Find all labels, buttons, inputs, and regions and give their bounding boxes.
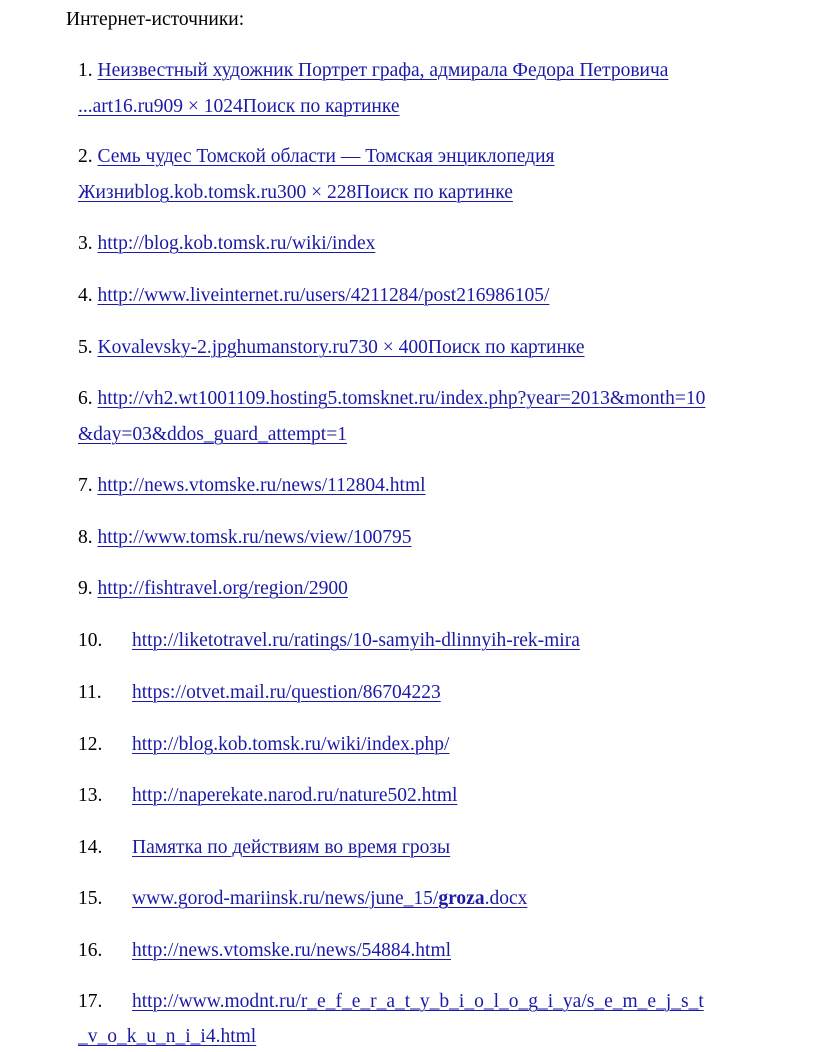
source-link[interactable]: http://fishtravel.org/region/2900 — [97, 578, 348, 599]
item-number: 1. — [78, 60, 93, 81]
list-item — [78, 630, 580, 652]
item-number: 17. — [78, 991, 103, 1012]
item-number: 3. — [78, 233, 93, 254]
source-link[interactable]: http://www.modnt.ru/r_e_f_e_r_a_t_y_b_i_o_l_o_g_i_ya/s_e_m_e_j_s_t — [132, 991, 704, 1012]
item-number: 11. — [78, 682, 102, 703]
item-number: 14. — [78, 837, 103, 858]
link-text-bold: groza — [438, 888, 485, 909]
list-item — [78, 475, 426, 497]
source-link[interactable]: http://www.liveinternet.ru/users/4211284/post216986105/ — [97, 285, 550, 306]
list-item — [78, 940, 451, 962]
item-number: 16. — [78, 940, 103, 961]
list-item — [78, 337, 585, 359]
source-link[interactable]: http://naperekate.narod.ru/nature502.html — [132, 785, 458, 806]
list-item-continuation — [78, 96, 400, 118]
source-link[interactable] — [132, 888, 527, 909]
source-link[interactable]: Неизвестный художник Портрет графа, адмирала Федора Петровича — [97, 60, 669, 81]
source-link[interactable]: http://www.tomsk.ru/news/view/100795 — [97, 527, 412, 548]
list-item — [78, 734, 449, 756]
item-number: 15. — [78, 888, 103, 909]
source-link[interactable]: Kovalevsky-2.jpghumanstory.ru730 × 400Поиск по картинке — [97, 337, 585, 358]
list-item — [78, 578, 348, 600]
link-text-start: www.gorod-mariinsk.ru/news/june_15/ — [132, 888, 439, 909]
source-link-continuation[interactable]: &day=03&ddos_guard_attempt=1 — [78, 424, 347, 445]
list-item — [78, 527, 411, 549]
list-item — [78, 991, 704, 1013]
source-link-continuation[interactable]: _v_o_k_u_n_i_i4.html — [78, 1026, 257, 1047]
list-item — [78, 785, 457, 807]
source-link[interactable]: Семь чудес Томской области — Томская энциклопедия — [97, 146, 555, 167]
source-link[interactable]: http://news.vtomske.ru/news/112804.html — [97, 475, 426, 496]
list-item-continuation — [78, 1026, 256, 1048]
source-link[interactable]: http://blog.kob.tomsk.ru/wiki/index — [97, 233, 376, 254]
source-link[interactable]: http://liketotravel.ru/ratings/10-samyih-dlinnyih-rek-mira — [132, 630, 580, 651]
item-number: 6. — [78, 388, 93, 409]
source-link-continuation[interactable]: ...art16.ru909 × 1024Поиск по картинке — [78, 96, 400, 117]
item-number: 13. — [78, 785, 103, 806]
source-link[interactable]: http://blog.kob.tomsk.ru/wiki/index.php/ — [132, 734, 450, 755]
list-item — [78, 60, 668, 82]
list-item — [78, 388, 705, 410]
list-item — [78, 233, 375, 255]
list-item — [78, 146, 555, 168]
item-number: 2. — [78, 146, 93, 167]
link-text-end: .docx — [484, 888, 528, 909]
list-item — [78, 285, 549, 307]
source-link[interactable]: http://news.vtomske.ru/news/54884.html — [132, 940, 452, 961]
item-number: 7. — [78, 475, 93, 496]
item-number: 10. — [78, 630, 103, 651]
list-item-continuation — [78, 424, 347, 446]
page-heading: Интернет-источники: — [66, 9, 245, 30]
item-number: 12. — [78, 734, 103, 755]
list-item — [78, 682, 441, 704]
source-link-continuation[interactable]: Жизниblog.kob.tomsk.ru300 × 228Поиск по картинке — [78, 182, 513, 203]
list-item — [78, 888, 527, 910]
item-number: 8. — [78, 527, 93, 548]
item-number: 5. — [78, 337, 93, 358]
list-item — [78, 837, 450, 859]
source-link[interactable]: Памятка по действиям во время грозы — [132, 837, 451, 858]
item-number: 4. — [78, 285, 93, 306]
item-number: 9. — [78, 578, 93, 599]
source-link[interactable]: http://vh2.wt1001109.hosting5.tomsknet.ru/index.php?year=2013&month=10 — [97, 388, 706, 409]
source-link[interactable]: https://otvet.mail.ru/question/86704223 — [132, 682, 441, 703]
list-item-continuation — [78, 182, 513, 204]
